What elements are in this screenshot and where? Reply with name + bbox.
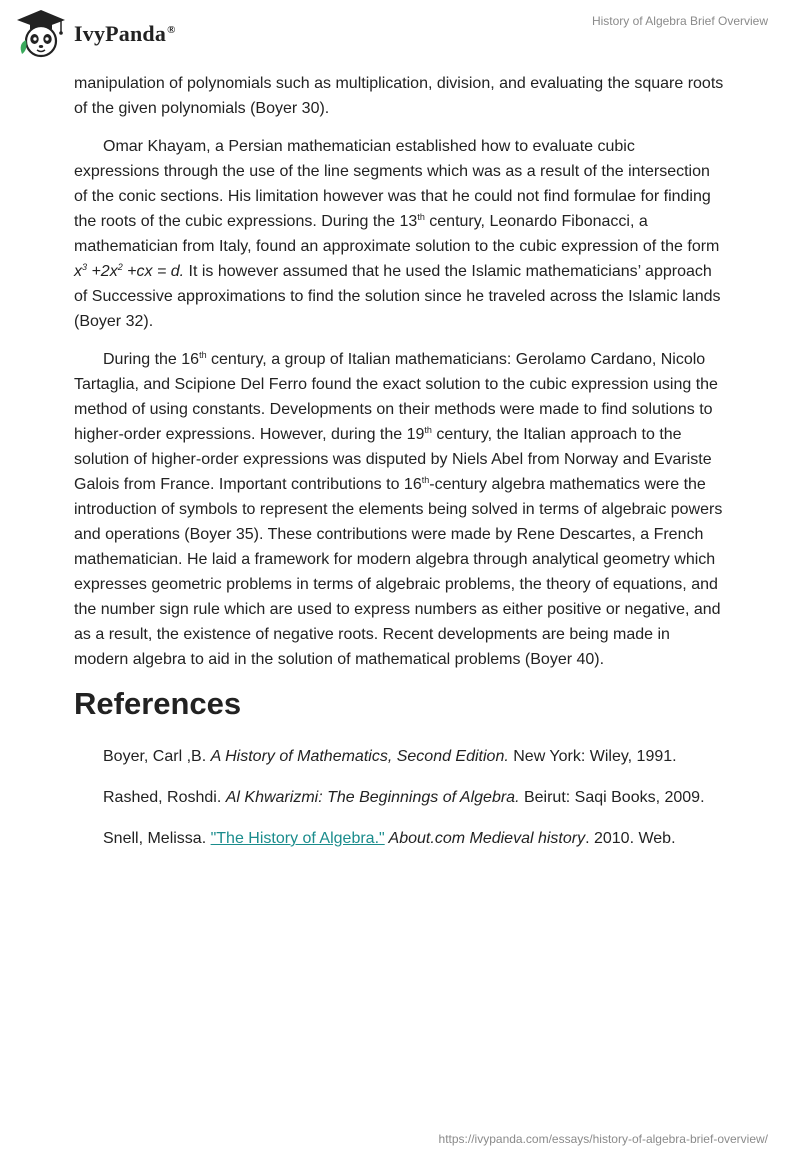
- paragraph-1: manipulation of polynomials such as multiplication, division, and evaluating the square roots of the given polynomials (Boyer 30).: [74, 75, 724, 117]
- page-header: [0, 0, 800, 70]
- reference-snell: Snell, Melissa. "The History of Algebra." About.com Medieval history. 2010. Web.: [103, 830, 676, 847]
- brand-name: IvyPanda®: [74, 21, 176, 46]
- logo[interactable]: [14, 8, 176, 60]
- reference-rashed: Rashed, Roshdi. Al Khwarizmi: The Beginnings of Algebra. Beirut: Saqi Books, 2009.: [103, 789, 705, 806]
- history-of-algebra-link[interactable]: "The History of Algebra.": [210, 830, 385, 847]
- paragraph-2: Omar Khayam, a Persian mathematician established how to evaluate cubic expressions through the use of the line segments which was as a result of the intersection of the conic sections. His limitation however was that he could not find formulae for finding the roots of the cubic expressions. During the 13th century, Leonardo Fibonacci, a mathematician from Italy, found an approximate solution to the cubic expression of the form $x^3 +2x^2 +cx = d$. It is however assumed that he used the Islamic mathematicians’ approach of Successive approximations to find the solution since he traveled across the Islamic lands (Boyer 32).: [74, 138, 721, 330]
- references-heading: References: [74, 686, 242, 721]
- paragraph-3: During the 16th century, a group of Italian mathematicians: Gerolamo Cardano, Nicolo Tartaglia, and Scipione Del Ferro found the exact solution to the cubic expression using the method of using constants. Developments on their methods were made to find solutions to higher-order expressions. However, during the 19th century, the Italian approach to the solution of higher-order expressions was disputed by Niels Abel from Norway and Evariste Galois from France. Important contributions to 16th-century algebra mathematics were the introduction of symbols to represent the elements being solved in terms of algebraic powers and operations (Boyer 35). These contributions were made by Rene Descartes, a French mathematician. He laid a framework for modern algebra through analytical geometry which expresses geometric problems in terms of algebraic problems, the theory of equations, and the number sign rule which are used to express numbers as either positive or negative, and as a result, the existence of negative roots. Recent developments are being made in modern algebra to aid in the solution of mathematical problems (Boyer 40).: [74, 350, 723, 668]
- reference-boyer: Boyer, Carl ,B. A History of Mathematics, Second Edition. New York: Wiley, 1991.: [103, 748, 677, 765]
- essay-content: [74, 71, 724, 867]
- document-title: History of Algebra Brief Overview: [591, 14, 768, 28]
- source-url: https://ivypanda.com/essays/history-of-algebra-brief-overview/: [438, 1132, 768, 1146]
- panda-logo-icon: [14, 8, 68, 60]
